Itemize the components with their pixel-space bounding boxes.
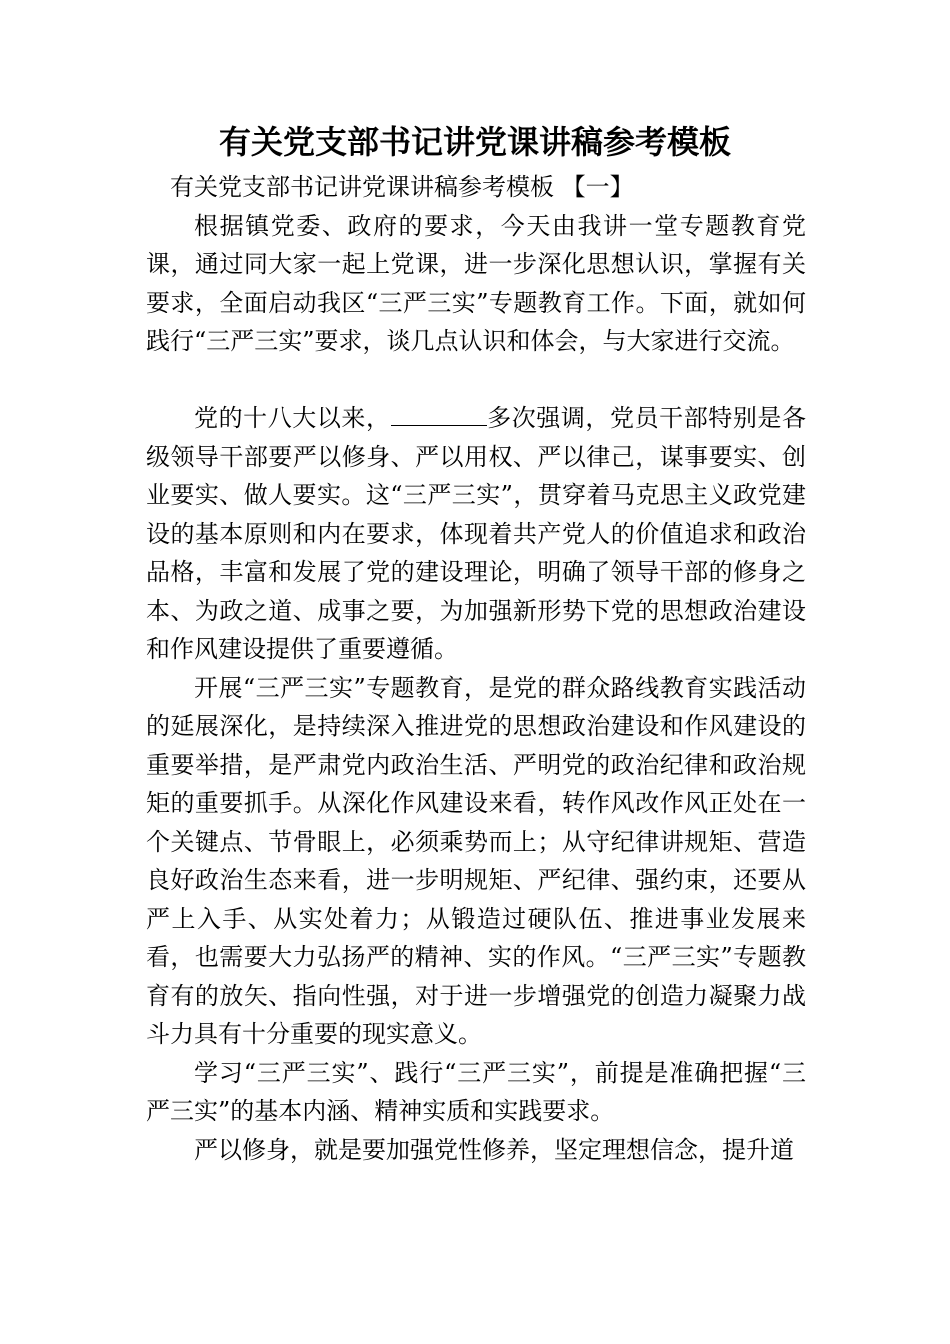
document-subheading: 有关党支部书记讲党课讲稿参考模板 【一】 xyxy=(170,173,634,201)
blank-underline xyxy=(391,405,487,426)
document-body xyxy=(146,168,806,1169)
paragraph-eighteenth-congress xyxy=(146,399,806,669)
paragraph-study-practice: 学习“三严三实”、践行“三严三实”，前提是准确把握“三严三实”的基本内涵、精神实质和实践要求。 xyxy=(146,1058,806,1125)
paragraph-special-education: 开展“三严三实”专题教育，是党的群众路线教育实践活动的延展深化，是持续深入推进党的思想政治建设和作风建设的重要举措，是严肃党内政治生活、严明党的政治纪律和政治规矩的重要抓手。从深化作风建设来看，转作风改作风正处在一个关键点、节骨眼上，必须乘势而上；从守纪律讲规矩、营造良好政治生态来看，进一步明规矩、严纪律、强约束，还要从严上入手、从实处着力；从锻造过硬队伍、推进事业发展来看，也需要大力弘扬严的精神、实的作风。“三严三实”专题教育有的放矢、指向性强，对于进一步增强党的创造力凝聚力战斗力具有十分重要的现实意义。 xyxy=(146,673,806,1048)
document-title: 有关党支部书记讲党课讲稿参考模板 xyxy=(218,123,731,161)
paragraph-lead-text: 党的十八大以来， xyxy=(194,404,391,432)
paragraph-intro: 根据镇党委、政府的要求，今天由我讲一堂专题教育党课，通过同大家一起上党课，进一步深化思想认识，掌握有关要求，全面启动我区“三严三实”专题教育工作。下面，就如何践行“三严三实”要求，谈几点认识和体会，与大家进行交流。 xyxy=(146,211,806,355)
paragraph-self-cultivation: 严以修身，就是要加强党性修养，坚定理想信念，提升道 xyxy=(194,1135,794,1164)
paragraph-continuation-text: 多次强调，党员干部特别是各级领导干部要严以修身、严以用权、严以律己，谋事要实、创业要实、做人要实。这“三严三实”，贯穿着马克思主义政党建设的基本原则和内在要求，体现着共产党人的价值追求和政治品格，丰富和发展了党的建设理论，明确了领导干部的修身之本、为政之道、成事之要，为加强新形势下党的思想政治建设和作风建设提供了重要遵循。 xyxy=(146,404,807,663)
paragraph-spacer xyxy=(146,361,806,400)
